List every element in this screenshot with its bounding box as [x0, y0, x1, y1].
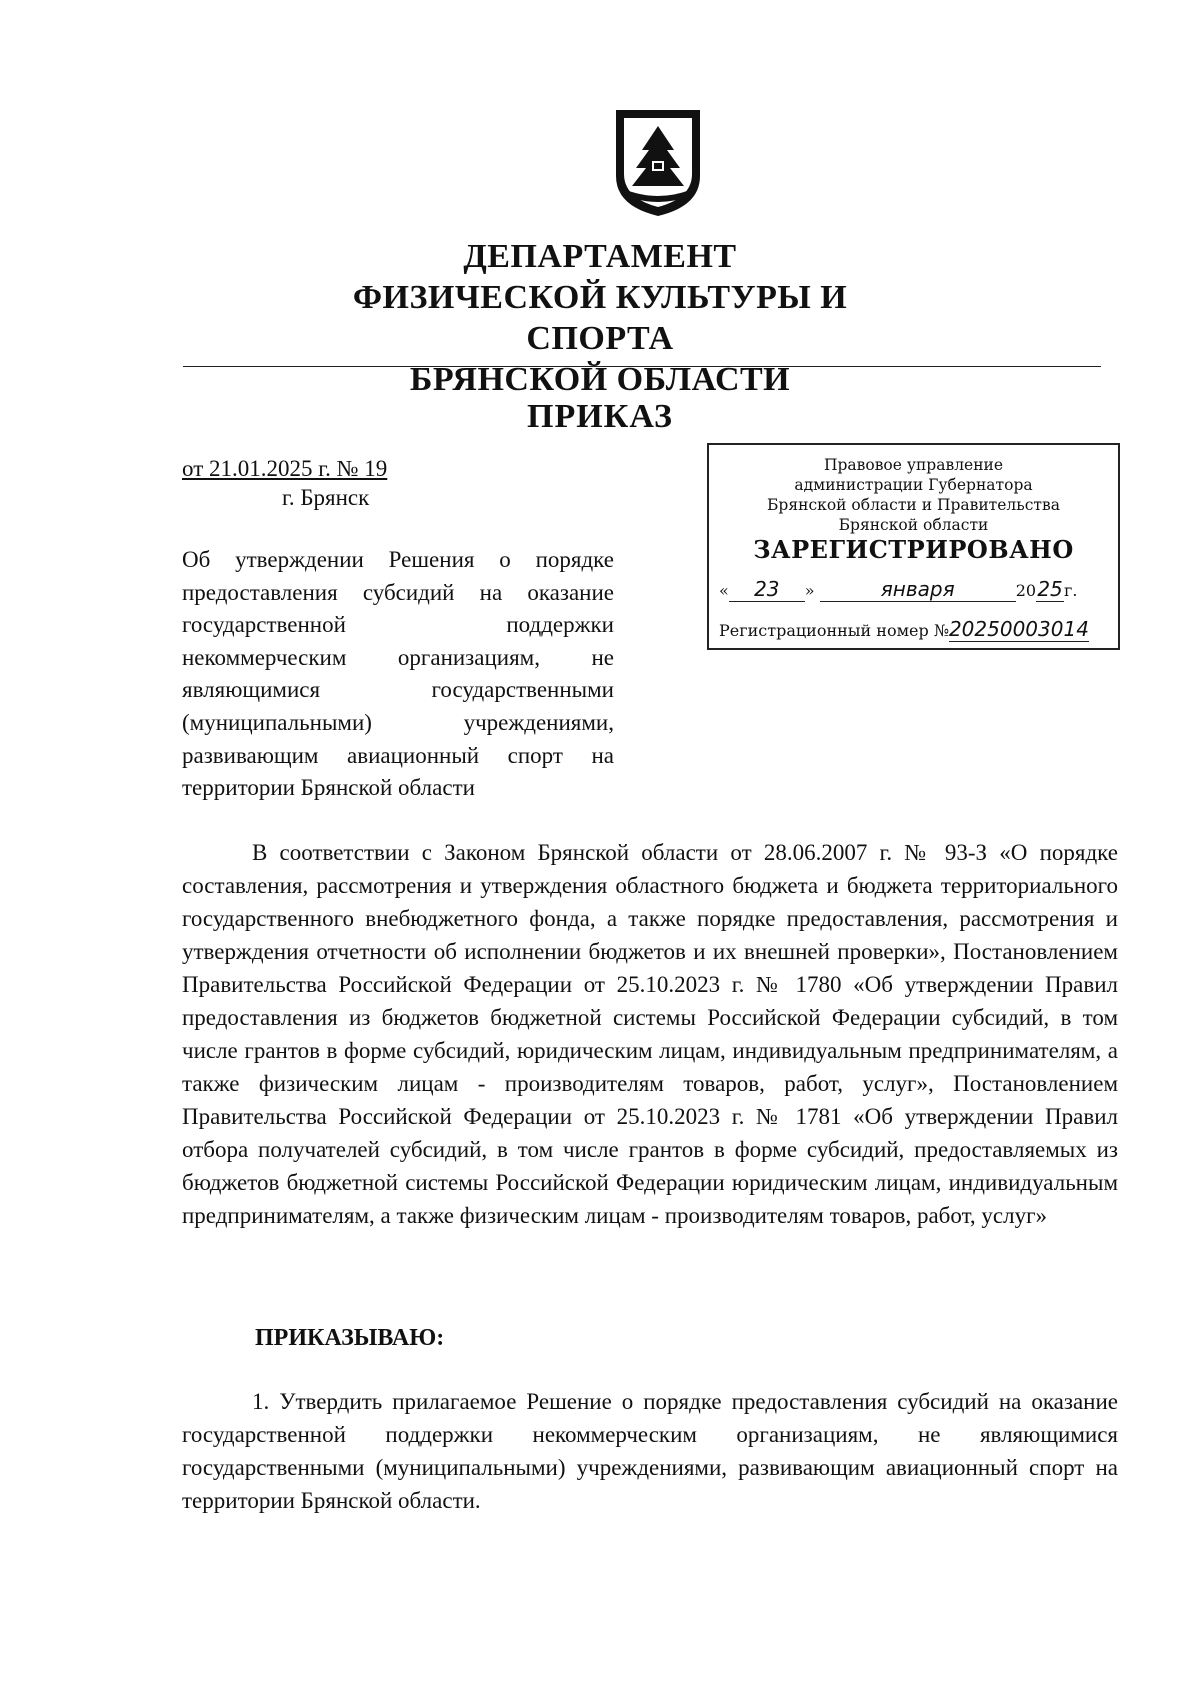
order-city: г. Брянск — [282, 485, 370, 510]
org-line-1: ДЕПАРТАМЕНТ — [463, 238, 737, 275]
stamp-reg-label: Регистрационный номер № — [719, 621, 949, 640]
order-item-1: 1. Утвердить прилагаемое Решение о порядке предоставления субсидий на оказание государственной поддержки некоммерческим организациям, не являющимися государственными (муниципальными) учреждениями, развивающим авиационный спорт на территории Брянской области. — [182, 1389, 1118, 1513]
org-line-2: ФИЗИЧЕСКОЙ КУЛЬТУРЫ И СПОРТА — [352, 279, 848, 357]
org-line-3: БРЯНСКОЙ ОБЛАСТИ — [409, 361, 791, 398]
order-number: от 21.01.2025 г. № 19 — [182, 456, 388, 481]
stamp-date-row: « 23 » января 2025г. — [719, 577, 1078, 601]
stamp-reg-row — [719, 617, 1119, 641]
stamp-month: января — [820, 577, 1016, 602]
stamp-line-3: Брянской области и Правительства — [767, 496, 1060, 514]
stamp-year: 25 — [1037, 577, 1063, 601]
order-operative-heading: ПРИКАЗЫВАЮ: — [255, 1325, 445, 1351]
organization-name — [300, 236, 900, 400]
order-subject: Об утверждении Решения о порядке предоставления субсидий на оказание государственной поддержки некоммерческим организациям, не являющимися государственными (муниципальными) учреждениями, развивающим авиационный спорт на территории Брянской области — [182, 547, 614, 801]
preamble-paragraph: В соответствии с Законом Брянской области от 28.06.2007 г. № 93-З «О порядке составления, рассмотрения и утверждения областного бюджета и бюджета территориального государственного внебюджетного фонда, а также порядке предоставления, рассмотрения и утверждения отчетности об исполнении бюджетов и их внешней проверки», Постановлением Правительства Российской Федерации от 25.10.2023 г. № 1780 «Об утверждении Правил предоставления из бюджетов бюджетной системы Российской Федерации субсидий, в том числе грантов в форме субсидий, юридическим лицам, индивидуальным предпринимателям, а также физическим лицам - производителям товаров, работ, услуг», Постановлением Правительства Российской Федерации от 25.10.2023 г. № 1781 «Об утверждении Правил отбора получателей субсидий, в том числе грантов в форме субсидий, предоставляемых из бюджетов бюджетной системы Российской Федерации юридическим лицам, индивидуальным предпринимателям, а также физическим лицам - производителям товаров, работ, услуг» — [182, 840, 1118, 1228]
coat-of-arms-icon — [612, 106, 704, 218]
registration-stamp — [707, 443, 1120, 650]
stamp-line-1: Правовое управление — [823, 456, 1004, 474]
header-divider — [183, 366, 1101, 367]
stamp-line-2: администрации Губернатора — [794, 476, 1033, 494]
stamp-line-4: Брянской области — [838, 516, 989, 534]
stamp-registered: ЗАРЕГИСТРИРОВАНО — [753, 535, 1074, 564]
stamp-day: 23 — [729, 577, 805, 602]
stamp-reg-number: 20250003014 — [948, 617, 1089, 641]
document-title: ПРИКАЗ — [527, 398, 673, 435]
